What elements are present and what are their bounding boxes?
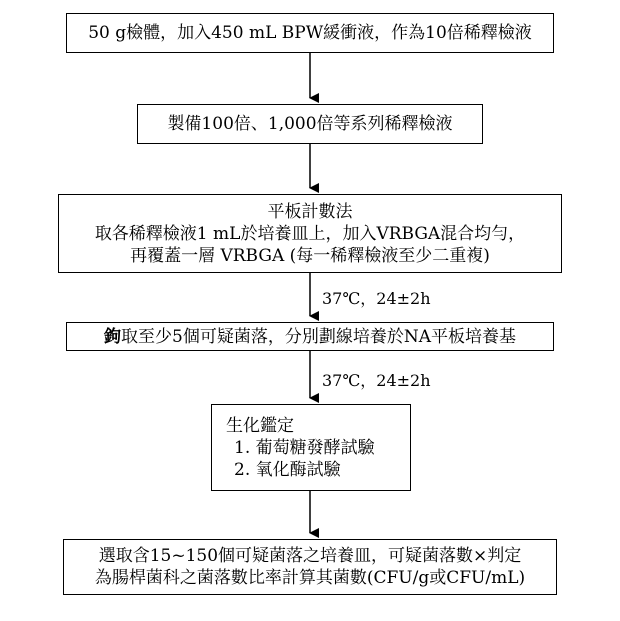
colony-streak-text: 取至少5個可疑菌落，分別劃線培養於NA平板培養基: [121, 326, 516, 347]
incubation-condition-1: 37℃，24±2h: [322, 289, 431, 308]
step-serial-dilution-text: 製備100倍、1,000倍等系列稀釋檢液: [167, 114, 453, 134]
incubation-condition-2: 37℃，24±2h: [322, 371, 431, 390]
step-sample-dilution-text: 50 g檢體，加入450 mL BPW緩衝液，作為10倍稀釋檢液: [88, 23, 532, 43]
step-serial-dilution: [137, 104, 483, 144]
plate-count-title: 平板計數法: [267, 201, 353, 222]
biochemical-item-1: 1. 葡萄糖發酵試驗: [234, 437, 375, 458]
plate-count-line-1: 取各稀釋檢液1 mL於培養皿上，加入VRBGA混合均勻，: [94, 223, 526, 244]
count-calculation-line-2: 為腸桿菌科之菌落數比率計算其菌數(CFU/g或CFU/mL): [94, 568, 526, 588]
biochemical-item-2: 2. 氧化酶試驗: [234, 459, 341, 480]
step-count-calculation: [63, 539, 557, 595]
step-biochemical-identification: [211, 404, 411, 491]
step-sample-dilution: [66, 13, 554, 53]
step-colony-streak: [66, 322, 554, 351]
biochemical-title: 生化鑑定: [226, 415, 294, 436]
colony-streak-bold: 鉤: [104, 326, 122, 347]
step-plate-count: [58, 194, 562, 273]
plate-count-line-2: 再覆蓋一層 VRBGA (每一稀釋檢液至少二重複): [130, 245, 490, 266]
count-calculation-line-1: 選取含15~150個可疑菌落之培養皿，可疑菌落數×判定: [98, 546, 522, 566]
